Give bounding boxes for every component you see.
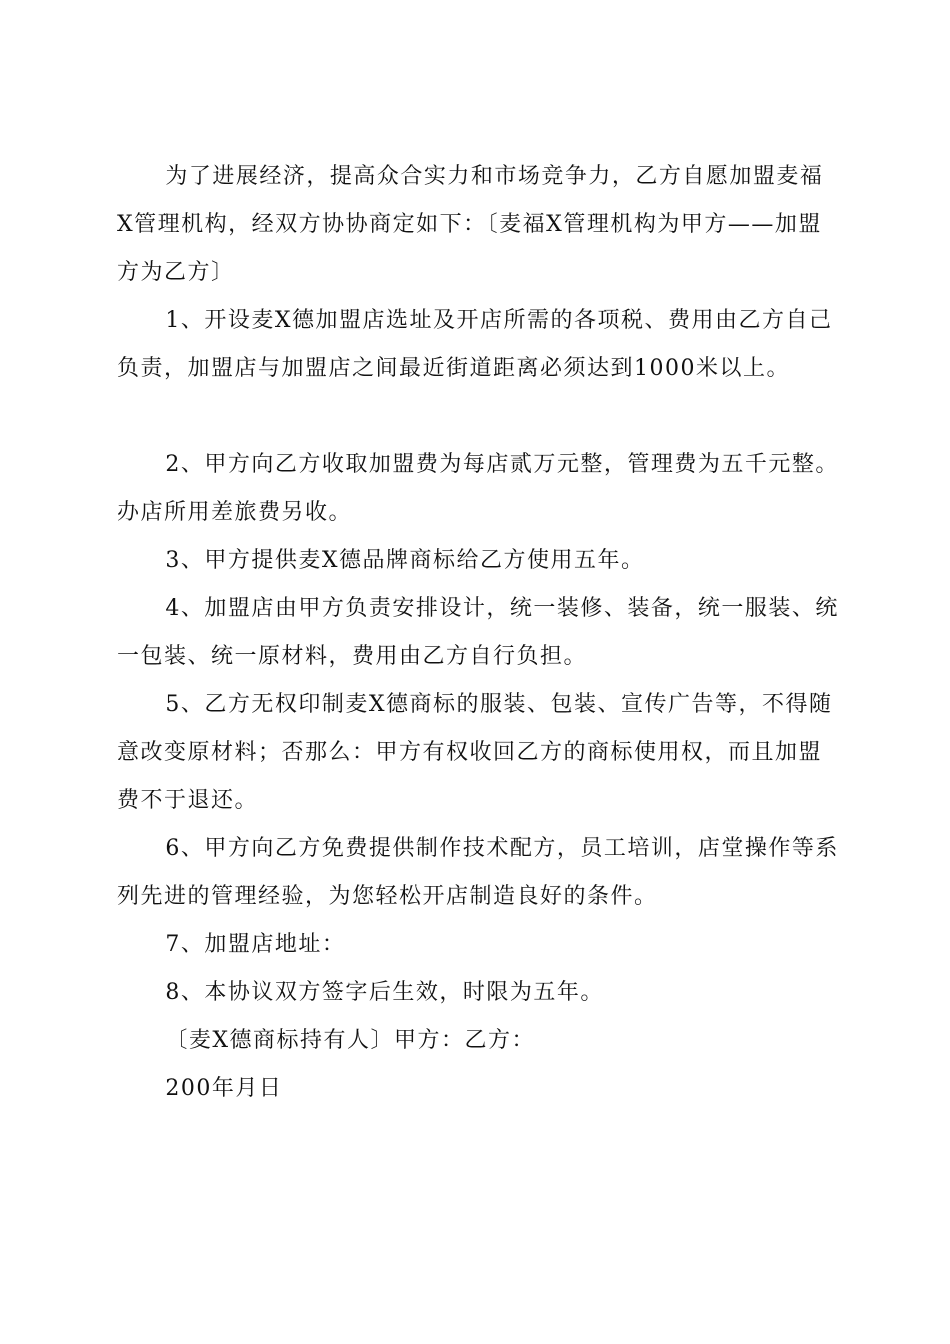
clause-4: 4、加盟店由甲方负责安排设计，统一装修、装备，统一服装、统一包装、统一原材料，费用由乙方自行负担。 xyxy=(117,596,839,669)
clause-2: 2、甲方向乙方收取加盟费为每店贰万元整，管理费为五千元整。办店所用差旅费另收。 xyxy=(117,452,839,525)
document-body xyxy=(117,153,839,1113)
date-line: 200年月日 xyxy=(165,1076,283,1101)
clause-5: 5、乙方无权印制麦X德商标的服装、包装、宣传广告等，不得随意改变原材料；否那么：甲方有权收回乙方的商标使用权，而且加盟费不于退还。 xyxy=(117,692,833,813)
clause-8: 8、本协议双方签字后生效，时限为五年。 xyxy=(165,980,604,1005)
clause-6: 6、甲方向乙方免费提供制作技术配方，员工培训，店堂操作等系列先进的管理经验，为您轻松开店制造良好的条件。 xyxy=(117,836,839,909)
blank-line xyxy=(117,393,839,441)
intro-paragraph: 为了进展经济，提高众合实力和市场竞争力，乙方自愿加盟麦福X管理机构，经双方协协商定如下：〔麦福X管理机构为甲方——加盟方为乙方〕 xyxy=(117,164,824,285)
clause-7: 7、加盟店地址： xyxy=(165,932,346,957)
clause-1: 1、开设麦X德加盟店选址及开店所需的各项税、费用由乙方自己负责，加盟店与加盟店之间最近街道距离必须达到1000米以上。 xyxy=(117,308,833,381)
signature-line: 〔麦X德商标持有人〕甲方：乙方： xyxy=(165,1028,536,1053)
clause-3: 3、甲方提供麦X德品牌商标给乙方使用五年。 xyxy=(165,548,645,573)
